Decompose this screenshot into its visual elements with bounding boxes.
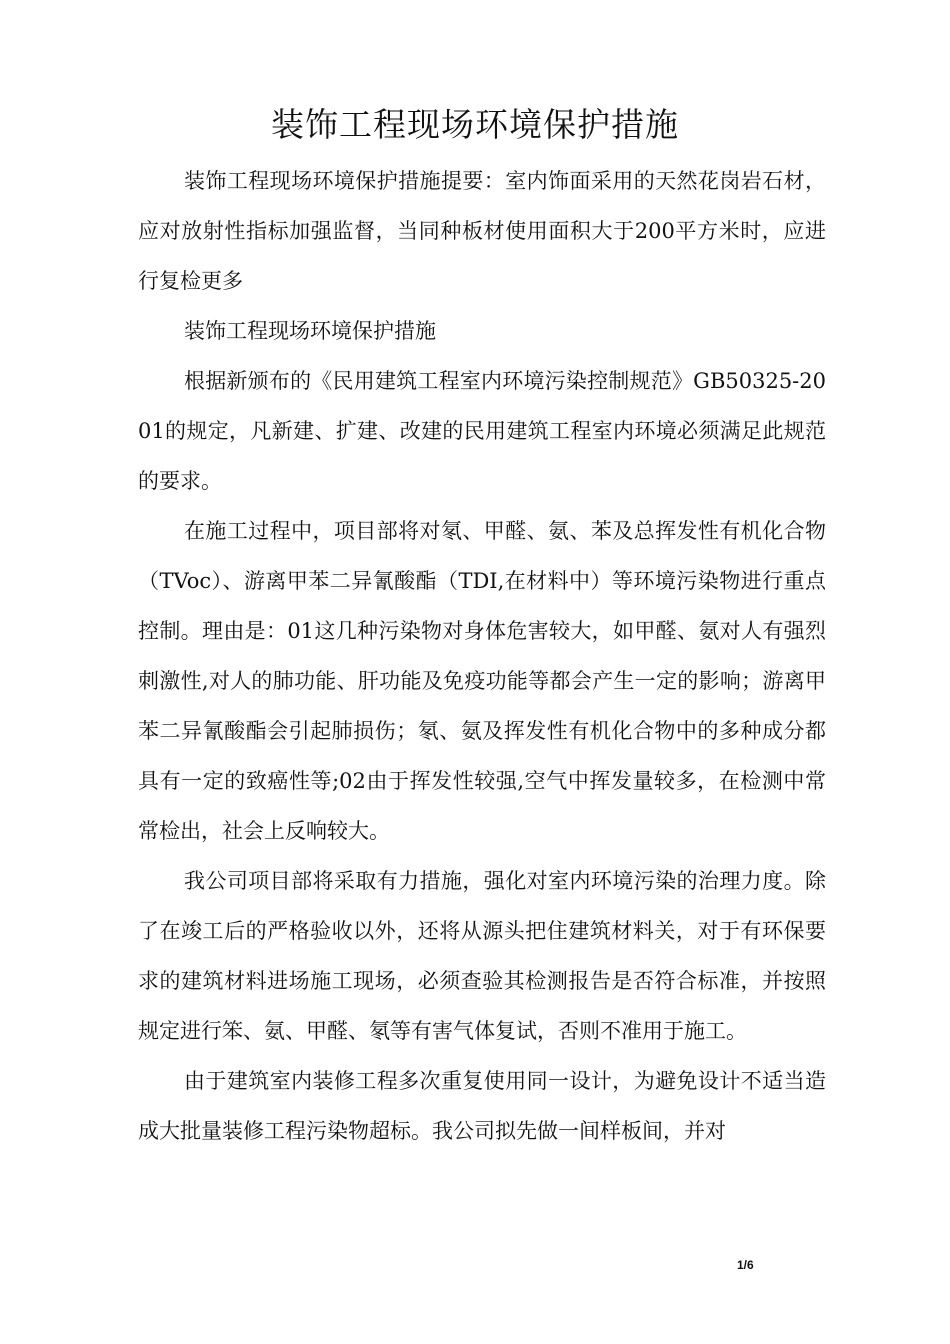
paragraph-subheading: 装饰工程现场环境保护措施 <box>184 319 436 343</box>
paragraph-pollutants: 在施工过程中，项目部将对氡、甲醛、氨、苯及总挥发性有机化合物（TVoc）、游离甲苯二异氰酸酯（TDI,在材料中）等环境污染物进行重点控制。理由是：01这几种污染物对身体危害较大，如甲醛、氨对人有强烈刺激性,对人的肺功能、肝功能及免疫功能等都会产生一定的影响；游离甲苯二异氰酸酯会引起肺损伤；氡、氨及挥发性有机化合物中的多种成分都具有一定的致癌性等;02由于挥发性较强,空气中挥发量较多，在检测中常常检出，社会上反响较大。 <box>138 519 826 843</box>
paragraph-summary: 装饰工程现场环境保护措施提要：室内饰面采用的天然花岗岩石材，应对放射性指标加强监督，当同种板材使用面积大于200平方米时，应进行复检更多 <box>138 169 826 293</box>
document-body <box>138 156 826 1156</box>
paragraph-measures: 我公司项目部将采取有力措施，强化对室内环境污染的治理力度。除了在竣工后的严格验收以外，还将从源头把住建筑材料关，对于有环保要求的建筑材料进场施工现场，必须查验其检测报告是否符合标准，并按照规定进行笨、氨、甲醛、氡等有害气体复试，否则不准用于施工。 <box>138 869 826 1043</box>
document-title: 装饰工程现场环境保护措施 <box>271 105 679 144</box>
paragraph-sample-room: 由于建筑室内装修工程多次重复使用同一设计，为避免设计不适当造成大批量装修工程污染物超标。我公司拟先做一间样板间，并对 <box>138 1069 826 1143</box>
page-number: 1/6 <box>737 1258 754 1272</box>
paragraph-regulation: 根据新颁布的《民用建筑工程室内环境污染控制规范》GB50325-2001的规定，凡新建、扩建、改建的民用建筑工程室内环境必须满足此规范的要求。 <box>138 369 826 493</box>
